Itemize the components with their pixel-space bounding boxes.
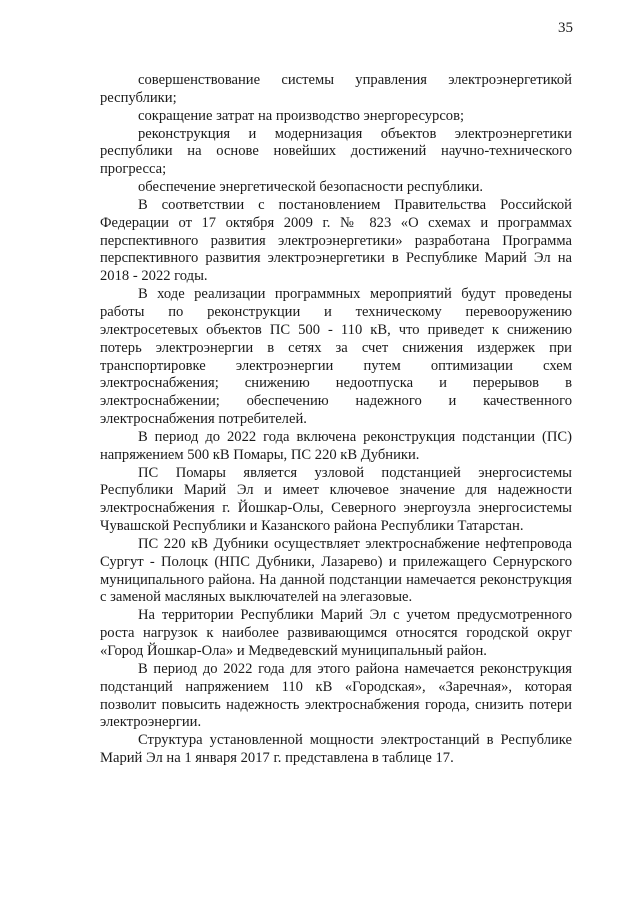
document-body (100, 72, 572, 768)
paragraph: сокращение затрат на производство энергоресурсов; (138, 107, 465, 124)
paragraph: В период до 2022 года для этого района намечается реконструкция подстанций напряжением 110 кВ «Городская», «Заречная», которая позволит повысить надежность электроснабжения города, снизить потери электроэнергии. (100, 660, 572, 731)
paragraph: обеспечение энергетической безопасности республики. (138, 179, 484, 196)
paragraph: ПС Помары является узловой подстанцией энергосистемы Республики Марий Эл и имеет ключевое значение для надежности электроснабжения г. Йошкар-Олы, Северного энергоузла энергосистемы Чувашской Республики и Казанского района Республики Татарстан. (100, 464, 572, 535)
paragraph: На территории Республики Марий Эл с учетом предусмотренного роста нагрузок к наиболее развивающимся относятся городской округ «Город Йошкар-Ола» и Медведевский муниципальный район. (100, 607, 572, 659)
paragraph: совершенствование системы управления электроэнергетикой республики; (100, 72, 572, 106)
paragraph: В период до 2022 года включена реконструкция подстанции (ПС) напряжением 500 кВ Помары, ПС 220 кВ Дубники. (100, 428, 572, 463)
page-number: 35 (558, 20, 573, 36)
paragraph: реконструкция и модернизация объектов электроэнергетики республики на основе новейших достижений научно-технического прогресса; (100, 125, 572, 178)
paragraph: В ходе реализации программных мероприятий будут проведены работы по реконструкции и техническому перевооружению электросетевых объектов ПС 500 - 110 кВ, что приведет к снижению потерь электроэнергии в сетях за счет снижения издержек при транспортировке электроэнергии путем оптимизации схем электроснабжения; снижению недоотпуска и перерывов в электроснабжении; обеспечению надежного и качественного электроснабжения потребителей. (100, 286, 572, 428)
paragraph: Структура установленной мощности электростанций в Республике Марий Эл на 1 января 2017 г. представлена в таблице 17. (100, 732, 572, 767)
paragraph: ПС 220 кВ Дубники осуществляет электроснабжение нефтепровода Сургут - Полоцк (НПС Дубники, Лазарево) и прилежащего Сернурского муниципального района. На данной подстанции намечается реконструкция с заменой масляных выключателей на элегазовые. (100, 535, 572, 606)
paragraph: В соответствии с постановлением Правительства Российской Федерации от 17 октября 2009 г. № 823 «О схемах и программах перспективного развития электроэнергетики» разработана Программа перспективного развития электроэнергетики в Республике Марий Эл на 2018 - 2022 годы. (100, 196, 572, 285)
